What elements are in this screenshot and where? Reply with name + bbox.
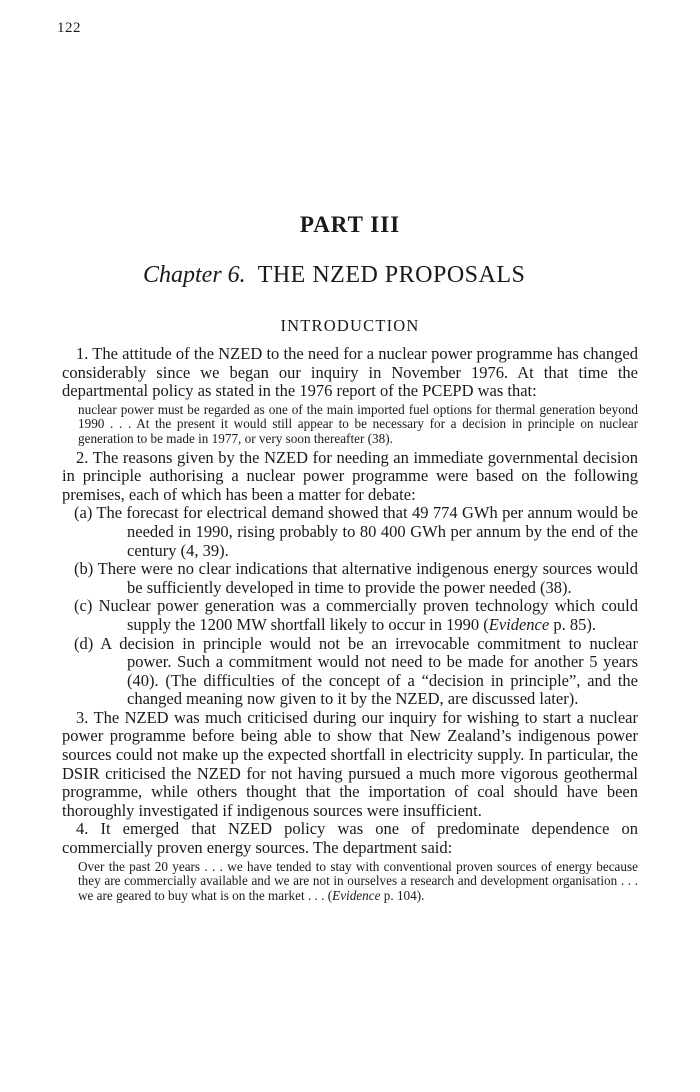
evidence-reference: Evidence	[488, 614, 550, 634]
premises-list	[62, 504, 638, 709]
list-item-c-end: p. 85).	[549, 614, 596, 634]
chapter-title: THE NZED PROPOSALS	[257, 262, 526, 288]
paragraph-4: 4. It emerged that NZED policy was one of predominate dependence on commercially proven energy sources. The department said:	[62, 819, 638, 858]
section-heading: INTRODUCTION	[280, 316, 420, 335]
paragraph-3: 3. The NZED was much criticised during our inquiry for wishing to start a nuclear power programme before being able to show that New Zealand’s indigenous power sources could not make up the expected shortfall in electricity supply. In particular, the DSIR criticised the NZED for not having pursued a much more vigorous geothermal programme, while others thought that the importation of coal should have been thoroughly investigated if indigenous sources were insufficient.	[62, 707, 638, 820]
page-number: 122	[57, 20, 81, 36]
list-item-c	[62, 597, 638, 634]
chapter-heading	[143, 262, 525, 289]
list-item-c-text: (c) Nuclear power generation was a commercially proven technology which could supply the 1200 MW shortfall likely to occur in 1990 (	[74, 596, 638, 634]
paragraph-1: 1. The attitude of the NZED to the need for a nuclear power programme has changed considerably since we began our inquiry in November 1976. At that time the departmental policy as stated in the 1976 report of the PCEPD was that:	[62, 344, 638, 401]
part-heading: PART III	[299, 212, 401, 237]
list-item-d: (d) A decision in principle would not be an irrevocable commitment to nuclear power. Such a commitment would not need to be made for another 5 years (40). (The difficulties of the concept of a “decision in principle”, and the changed meaning now given to it by the NZED, are discussed later).	[74, 633, 638, 709]
list-item-a: (a) The forecast for electrical demand showed that 49 774 GWh per annum would be needed in 1990, rising probably to 80 400 GWh per annum by the end of the century (4, 39).	[74, 503, 638, 560]
chapter-body	[62, 345, 638, 905]
quote-2-text: Over the past 20 years . . . we have tended to stay with conventional proven sources of energy because they are commercially available and we are not in ourselves a research and development organisation . . . we are geared to buy what is on the market . . . (	[78, 858, 638, 903]
list-item-b: (b) There were no clear indications that alternative indigenous energy sources would be sufficiently developed in time to provide the power needed (38).	[74, 559, 638, 597]
evidence-reference: Evidence	[332, 887, 381, 903]
chapter-label: Chapter 6.	[143, 262, 246, 288]
paragraph-2: 2. The reasons given by the NZED for needing an immediate governmental decision in principle authorising a nuclear power programme were based on the following premises, each of which has been a matter for debate:	[62, 447, 638, 504]
block-quote-1: nuclear power must be regarded as one of the main imported fuel options for thermal generation beyond 1990 . . . At the present it would still appear to be necessary for a decision in principle on nuclear generation to be made in 1977, or very soon thereafter (38).	[78, 401, 638, 446]
quote-2-end: p. 104).	[380, 887, 425, 903]
block-quote-2	[78, 860, 638, 904]
